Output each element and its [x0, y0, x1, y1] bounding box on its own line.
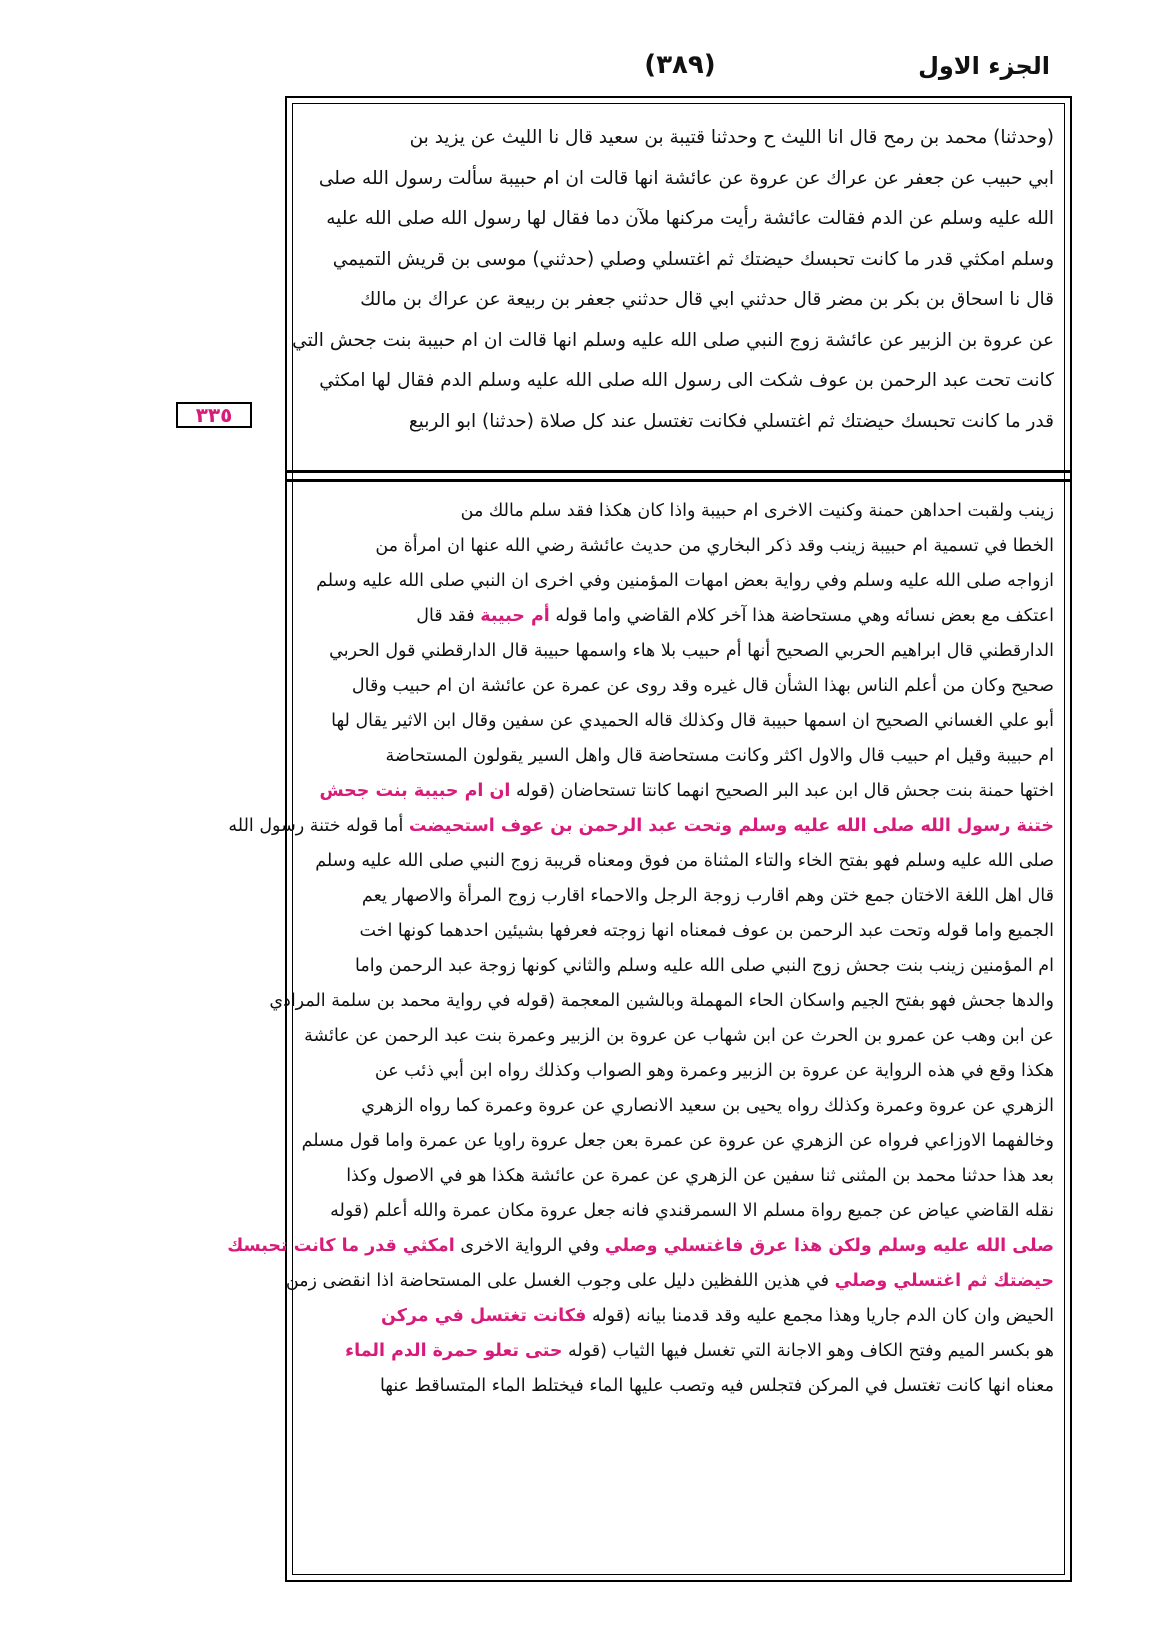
matn-line: قدر ما كانت تحبسك حيضتك ثم اغتسلي فكانت تغتسل عند كل صلاة (حدثنا) ابو الربيع [408, 410, 1054, 432]
sharh-line [303, 1299, 1054, 1334]
sharh-text: في هذين اللفظين دليل على وجوب الغسل على المستحاضة اذا انقضى زمن [285, 1271, 835, 1291]
matn-line: قال نا اسحاق بن بكر بن مضر قال حدثني ابي قال حدثني جعفر بن ربيعة عن عراك بن مالك [360, 289, 1054, 310]
matn-line: ابي حبيب عن جعفر عن عراك عن عروة عن عائشة انها قالت ان ام حبيبة سألت رسول الله صلى [318, 167, 1054, 189]
sharh-line: الزهري عن عروة وعمرة وكذلك رواه يحيى بن سعيد الانصاري عن عروة وعمرة كما رواه الزهري [361, 1096, 1054, 1116]
sharh-line: ام حبيبة وقيل ام حبيب قال والاول اكثر وكانت مستحاضة قال واهل السير يقولون المستحاضة [385, 746, 1054, 766]
sharh-text: وفي الرواية الاخرى [454, 1236, 605, 1256]
matn-line: وسلم امكثي قدر ما كانت تحبسك حيضتك ثم اغتسلي وصلي (حدثني) موسى بن قريش التميمي [332, 248, 1054, 270]
sharh-line [227, 1229, 1054, 1264]
sharh-line: عن ابن وهب عن عمرو بن الحرث عن ابن شهاب عن عروة بن الزبير وعمرة بنت عبد الرحمن عن عائشة [304, 1026, 1054, 1046]
sharh-line: معناه انها كانت تغتسل في المركن فتجلس فيه وتصب عليها الماء فيختلط الماء المتساقط عنها [379, 1376, 1054, 1396]
sharh-line: صلى الله عليه وسلم فهو بفتح الخاء والتاء المثناة من فوق ومعناه قريبة زوج النبي صلى الله عليه وسلم [315, 851, 1054, 871]
sharh-line: نقله القاضي عياض عن جميع رواة مسلم الا السمرقندي فانه جعل عروة مكان عمرة والله أعلم (قوله [330, 1201, 1054, 1221]
sharh-line [228, 809, 1054, 844]
hadith-number-box: ٣٣٥ [176, 402, 252, 428]
page-number: (٣٨٩) [644, 50, 716, 80]
hadith-text-block [292, 118, 1054, 458]
sharh-line: الدارقطني قال ابراهيم الحربي الصحيح أنها أم حبيب بلا هاء واسمها حبيبة قال الدارقطني قول الحربي [329, 641, 1054, 661]
sharh-line: وخالفهما الاوزاعي فرواه عن الزهري عن عروة عن عمرة بعن جعل عروة راويا عن عمرة واما قول مسلم [301, 1131, 1054, 1151]
sharh-line: صحيح وكان من أعلم الناس بهذا الشأن قال غيره وقد روى عن عمرة عن عائشة ان ام حبيب وقال [351, 676, 1054, 696]
sharh-line: بعد هذا حدثنا محمد بن المثنى ثنا سفين عن الزهري عن عمرة عن عائشة هكذا هو في الاصول وكذا [346, 1166, 1054, 1186]
highlighted-quote: فكانت تغتسل في مركن [380, 1306, 587, 1326]
sharh-line [303, 774, 1054, 809]
page-header [285, 48, 1075, 90]
sharh-line [303, 599, 1054, 634]
sharh-text: أما قوله ختنة رسول الله [228, 816, 409, 836]
volume-label: الجزء الاول [918, 52, 1050, 80]
matn-line: الله عليه وسلم عن الدم فقالت عائشة رأيت مركنها ملآن دما فقال لها رسول الله صلى الله عليه [326, 208, 1054, 229]
sharh-text: الحيض وان كان الدم جاريا وهذا مجمع عليه وقد قدمنا بيانه (قوله [586, 1306, 1054, 1326]
highlighted-quote: أم حبيبة [480, 606, 550, 626]
sharh-line: هكذا وقع في هذه الرواية عن عروة بن الزبير وعمرة وهو الصواب وكذلك رواه ابن أبي ذئب عن [374, 1061, 1054, 1081]
sharh-line: قال اهل اللغة الاختان جمع ختن وهم اقارب زوجة الرجل والاحماء اقارب زوج المرأة والاصهار يعم [361, 886, 1054, 906]
highlighted-quote: صلى الله عليه وسلم ولكن هذا عرق فاغتسلي وصلي [604, 1236, 1054, 1256]
sharh-text: اعتكف مع بعض نسائه وهي مستحاضة هذا آخر كلام القاضي واما قوله [549, 606, 1054, 626]
sharh-text: فقد قال [416, 606, 481, 626]
section-divider [287, 470, 1070, 482]
sharh-line [285, 1264, 1054, 1299]
page-frame [227, 96, 1072, 1582]
sharh-text: اختها حمنة بنت جحش قال ابن عبد البر الصحيح انهما كانتا تستحاضان (قوله [510, 781, 1054, 801]
sharh-line [303, 1334, 1054, 1369]
sharh-line: الخطا في تسمية ام حبيبة زينب وقد ذكر البخاري من حديث عائشة رضي الله عنها ان امرأة من [375, 536, 1054, 556]
matn-line: كانت تحت عبد الرحمن بن عوف شكت الى رسول الله صلى الله عليه وسلم الدم فقال لها امكثي [319, 370, 1054, 391]
highlighted-quote: ان ام حبيبة بنت جحش [319, 781, 511, 801]
sharh-text: هو بكسر الميم وفتح الكاف وهو الاجانة التي تغسل فيها الثياب (قوله [562, 1341, 1054, 1361]
matn-line: (وحدثنا) محمد بن رمح قال انا الليث ح وحدثنا قتيبة بن سعيد قال نا الليث عن يزيد بن [409, 127, 1054, 148]
sharh-line: ازواجه صلى الله عليه وسلم وفي رواية بعض امهات المؤمنين وفي اخرى ان النبي صلى الله عليه وسلم [316, 571, 1054, 591]
highlighted-quote: حيضتك ثم اغتسلي وصلي [834, 1271, 1054, 1291]
highlighted-quote: حتى تعلو حمرة الدم الماء [345, 1341, 563, 1361]
sharh-line: أبو علي الغساني الصحيح ان اسمها حبيبة قال وكذلك قاله الحميدي عن سفين وقال ابن الاثير يقال لها [331, 711, 1054, 731]
commentary-block [227, 494, 1054, 1572]
sharh-line: زينب ولقبت احداهن حمنة وكنيت الاخرى ام حبيبة واذا كان هكذا فقد سلم مالك من [460, 501, 1054, 521]
sharh-line: الجميع واما قوله وتحت عبد الرحمن بن عوف فمعناه انها زوجته فعرفها بشيئين احدهما كونها اخت [359, 921, 1054, 941]
highlighted-quote: امكثي قدر ما كانت تحبسك [227, 1236, 455, 1256]
sharh-line: والدها جحش فهو بفتح الجيم واسكان الحاء المهملة وبالشين المعجمة (قوله في رواية محمد بن سلمة المرادي [269, 991, 1054, 1011]
sharh-line: ام المؤمنين زينب بنت جحش زوج النبي صلى الله عليه وسلم والثاني كونها زوجة عبد الرحمن واما [355, 956, 1054, 976]
matn-line: عن عروة بن الزبير عن عائشة زوج النبي صلى الله عليه وسلم انها قالت ان ام حبيبة بنت جحش التي [292, 329, 1054, 351]
highlighted-quote: ختنة رسول الله صلى الله عليه وسلم وتحت عبد الرحمن بن عوف استحيضت [408, 816, 1054, 836]
